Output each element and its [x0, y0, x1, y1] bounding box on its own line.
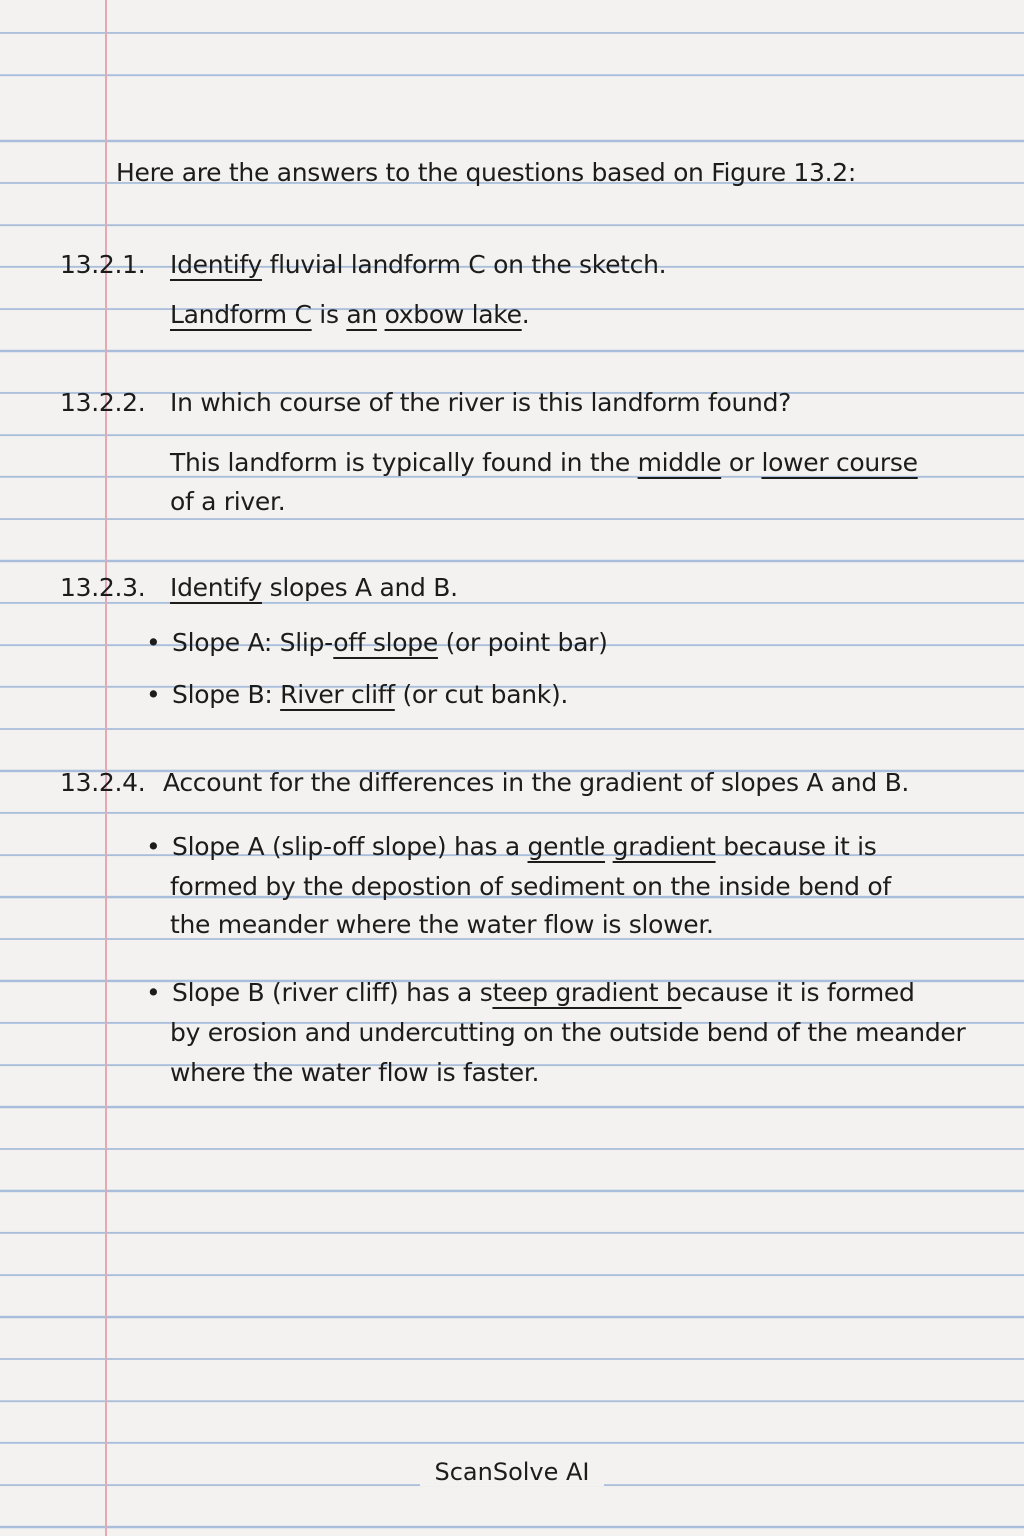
list-item: • Slope B (river cliff) has a steep gradient because it is formed — [172, 978, 915, 1007]
question-prompt: Identify fluvial landform C on the sketch. — [170, 250, 667, 279]
list-item-continuation: where the water flow is faster. — [170, 1058, 540, 1087]
list-item-continuation: formed by the depostion of sediment on the inside bend of — [170, 872, 891, 901]
answer-text: Landform C is an oxbow lake. — [170, 300, 530, 329]
question-prompt: Account for the differences in the gradient of slopes A and B. — [163, 768, 910, 797]
answer-text: of a river. — [170, 487, 286, 516]
list-item: • Slope A: Slip-off slope (or point bar) — [172, 628, 608, 657]
list-item: • Slope B: River cliff (or cut bank). — [172, 680, 568, 709]
question-number: 13.2.2. — [60, 388, 146, 417]
list-item-continuation: the meander where the water flow is slower. — [170, 910, 714, 939]
list-item: • Slope A (slip-off slope) has a gentle gradient because it is — [172, 832, 877, 861]
answer-text: This landform is typically found in the middle or lower course — [170, 448, 918, 477]
intro-text: Here are the answers to the questions based on Figure 13.2: — [116, 158, 857, 187]
list-item-continuation: by erosion and undercutting on the outside bend of the meander — [170, 1018, 966, 1047]
question-number: 13.2.4. — [60, 768, 146, 797]
question-prompt: Identify slopes A and B. — [170, 573, 458, 602]
question-number: 13.2.1. — [60, 250, 146, 279]
question-prompt: In which course of the river is this landform found? — [170, 388, 792, 417]
question-number: 13.2.3. — [60, 573, 146, 602]
watermark: ScanSolve AI — [0, 1458, 1024, 1486]
